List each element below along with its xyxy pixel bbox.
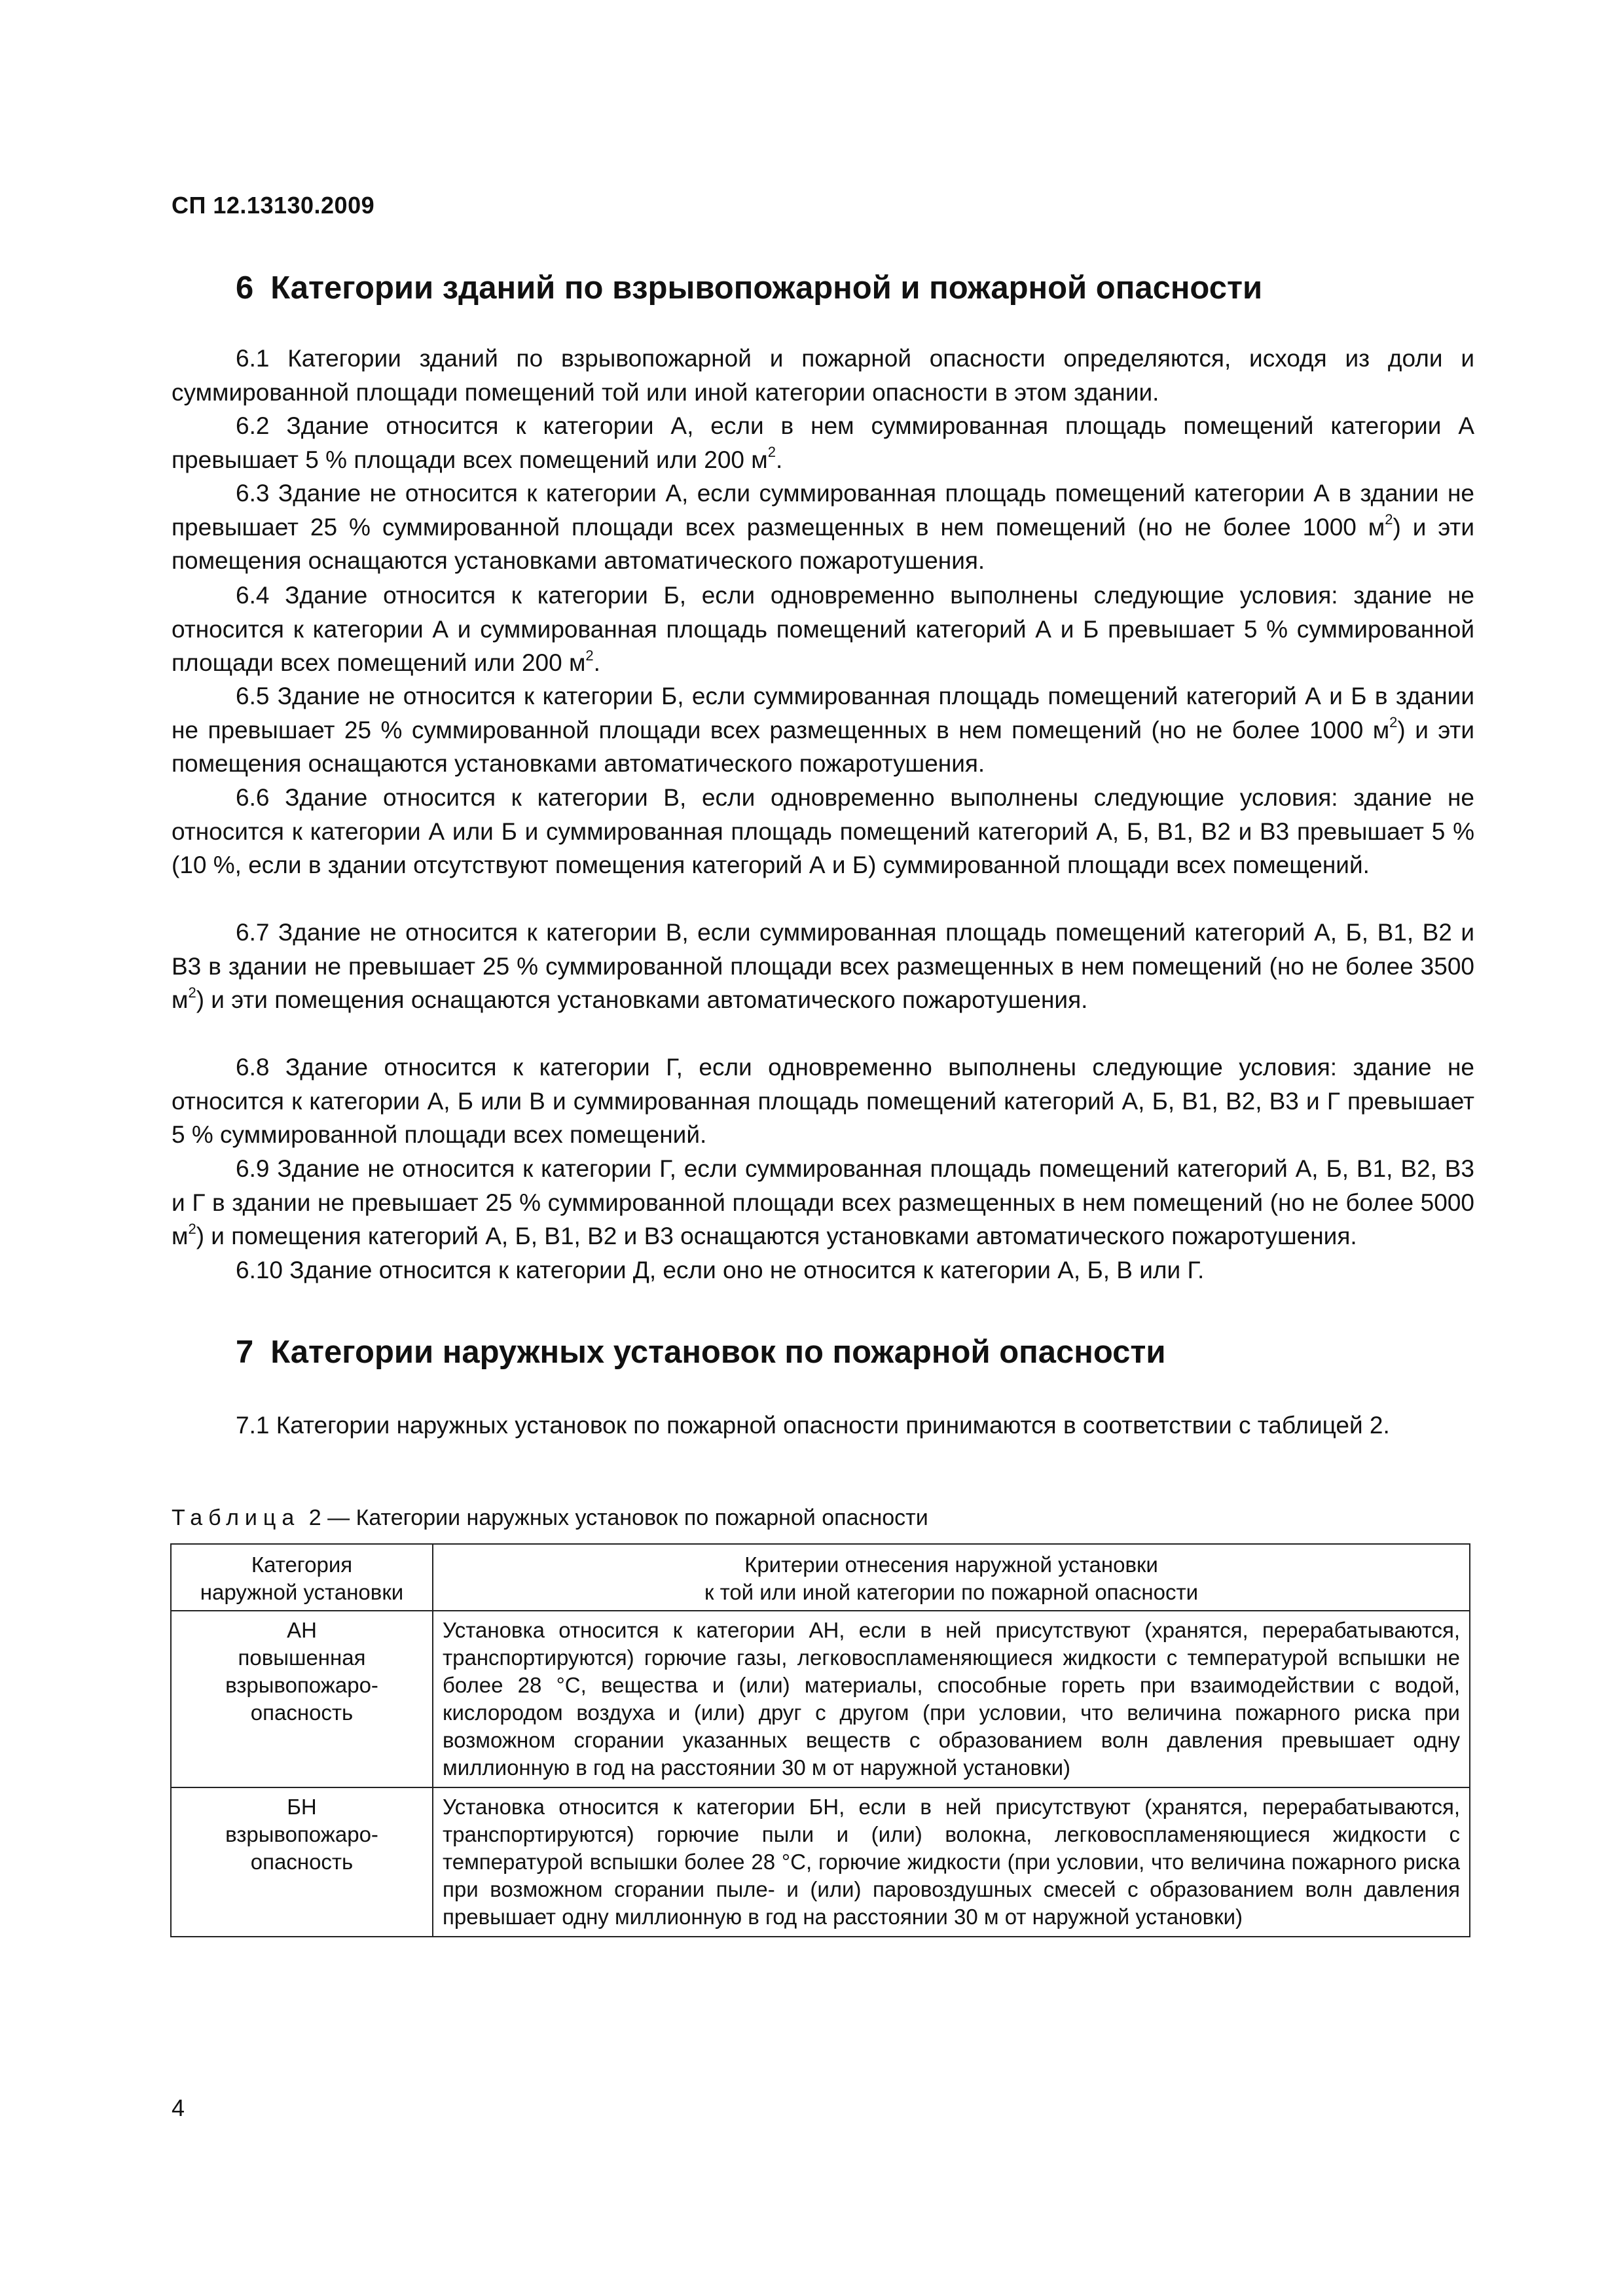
paragraph-6-3-text: 6.3 Здание не относится к категории А, если суммированная площадь помещений категории А в здании не превышает 25 % суммированной площади всех размещенных в нем помещений (но не более 1000 м <box>172 480 1474 541</box>
category-code: АН <box>287 1618 317 1642</box>
category-label-line: повышенная <box>238 1645 366 1670</box>
category-label-line: опасность <box>250 1850 354 1874</box>
paragraph-6-7 <box>172 916 1474 1017</box>
header-criteria-line: Критерии отнесения наружной установки <box>744 1552 1158 1577</box>
paragraph-6-2-text: 6.2 Здание относится к категории А, если в нем суммированная площадь помещений категории А превышает 5 % площади всех помещений или 200 м <box>172 412 1474 473</box>
table-caption-text: 2 — Категории наружных установок по пожарной опасности <box>308 1505 928 1530</box>
criteria-cell: Установка относится к категории БН, если в ней присутствуют (хранятся, перерабатываются, транспортируются) горючие пыли и (или) волокна, легковоспламеняющиеся жидкости с температурой вспышки более 28 °С, горючие жидкости (при условии, что величина пожарного риска при возможном сгорании пыле- и (или) паровоздушных смесей с образованием волн давления превышает одну миллионную в год на расстоянии 30 м от наружной установки) <box>433 1787 1470 1937</box>
paragraph-6-9-tail: ) и помещения категорий А, Б, В1, В2 и В3 оснащаются установками автоматического пожаротушения. <box>196 1223 1357 1249</box>
table-row <box>171 1787 1470 1937</box>
table-row <box>171 1611 1470 1787</box>
paragraph-6-4-tail: . <box>593 649 600 676</box>
paragraph-6-3-tail: ) и эти помещения оснащаются установками автоматического пожаротушения. <box>172 513 1474 574</box>
header-category-line: Категория <box>251 1552 353 1577</box>
section-6-heading <box>236 270 1262 306</box>
header-criteria-line: к той или иной категории по пожарной опасности <box>704 1580 1199 1604</box>
header-category <box>171 1544 433 1611</box>
superscript-2: 2 <box>1389 714 1398 731</box>
superscript-2: 2 <box>767 444 776 461</box>
paragraph-6-5-tail: ) и эти помещения оснащаются установками автоматического пожаротушения. <box>172 716 1474 777</box>
paragraph-7-1: 7.1 Категории наружных установок по пожарной опасности принимаются в соответствии с таблицей 2. <box>236 1412 1390 1439</box>
header-criteria <box>433 1544 1470 1611</box>
paragraph-6-4-text: 6.4 Здание относится к категории Б, если одновременно выполнены следующие условия: здание не относится к категории А и суммированная площадь помещений категорий А и Б превышает 5 % суммированной площади всех помещений или 200 м <box>172 582 1474 676</box>
table-header-row <box>171 1544 1470 1611</box>
paragraph-6-5 <box>172 679 1474 781</box>
paragraph-6-6: 6.6 Здание относится к категории В, если одновременно выполнены следующие условия: здание не относится к категории А или Б и суммированная площадь помещений категорий А, Б, В1, В2 и В3 превышает 5 % (10 %, если в здании отсутствуют помещения категорий А и Б) суммированной площади всех помещений. <box>172 784 1474 878</box>
section-6-title: Категории зданий по взрывопожарной и пожарной опасности <box>270 270 1263 306</box>
superscript-2: 2 <box>188 984 196 1001</box>
section-7-heading <box>236 1334 1165 1371</box>
category-label-line: опасность <box>250 1700 354 1725</box>
table-caption-label: Таблица <box>172 1505 301 1530</box>
superscript-2: 2 <box>1385 511 1393 528</box>
section-7-number: 7 <box>236 1335 254 1370</box>
paragraph-6-9 <box>172 1152 1474 1253</box>
paragraph-6-2-tail: . <box>775 446 783 473</box>
section-7-title: Категории наружных установок по пожарной опасности <box>270 1335 1166 1370</box>
superscript-2: 2 <box>585 647 594 664</box>
paragraph-6-1: 6.1 Категории зданий по взрывопожарной и пожарной опасности определяются, исходя из доли и суммированной площади помещений той или иной категории опасности в этом здании. <box>172 345 1474 406</box>
header-category-line: наружной установки <box>200 1580 404 1604</box>
superscript-2: 2 <box>188 1220 196 1237</box>
paragraph-6-2 <box>172 409 1474 476</box>
category-cell <box>171 1611 433 1787</box>
paragraph-6-9-text: 6.9 Здание не относится к категории Г, если суммированная площадь помещений категорий А, Б, В1, В2, В3 и Г в здании не превышает 25 % суммированной площади всех размещенных в нем помещений (но не более 5000 м <box>172 1155 1474 1249</box>
section-6-number: 6 <box>236 270 254 306</box>
page-number: 4 <box>172 2094 185 2121</box>
paragraph-6-7-text: 6.7 Здание не относится к категории В, если суммированная площадь помещений категорий А, Б, В1, В2 и В3 в здании не превышает 25 % суммированной площади всех размещенных в нем помещений (но не более 3500 м <box>172 919 1474 1013</box>
paragraph-6-4 <box>172 579 1474 680</box>
categories-table <box>170 1543 1470 1937</box>
paragraph-6-5-text: 6.5 Здание не относится к категории Б, если суммированная площадь помещений категорий А и Б в здании не превышает 25 % суммированной площади всех размещенных в нем помещений (но не более 1000 м <box>172 683 1474 744</box>
table-caption <box>172 1505 928 1531</box>
category-label-line: взрывопожаро- <box>225 1822 378 1846</box>
paragraph-6-10: 6.10 Здание относится к категории Д, если оно не относится к категории А, Б, В или Г. <box>236 1257 1205 1283</box>
criteria-cell: Установка относится к категории АН, если в ней присутствуют (хранятся, перерабатываются, транспортируются) горючие газы, легковоспламеняющиеся жидкости с температурой вспышки не более 28 °С, вещества и (или) материалы, способные гореть при взаимодействии с водой, кислородом воздуха и (или) друг с другом (при условии, что величина пожарного риска при возможном сгорании указанных веществ с образованием волн давления превышает одну миллионную в год на расстоянии 30 м от наружной установки) <box>433 1611 1470 1787</box>
category-cell <box>171 1787 433 1937</box>
document-code: СП 12.13130.2009 <box>172 192 375 219</box>
paragraph-6-8: 6.8 Здание относится к категории Г, если одновременно выполнены следующие условия: здание не относится к категории А, Б или В и суммированная площадь помещений категорий А, Б, В1, В2, В3 и Г превышает 5 % суммированной площади всех помещений. <box>172 1054 1474 1148</box>
category-code: БН <box>287 1795 317 1819</box>
paragraph-6-3 <box>172 476 1474 578</box>
paragraph-6-7-tail: ) и эти помещения оснащаются установками автоматического пожаротушения. <box>196 986 1088 1013</box>
category-label-line: взрывопожаро- <box>225 1673 378 1697</box>
